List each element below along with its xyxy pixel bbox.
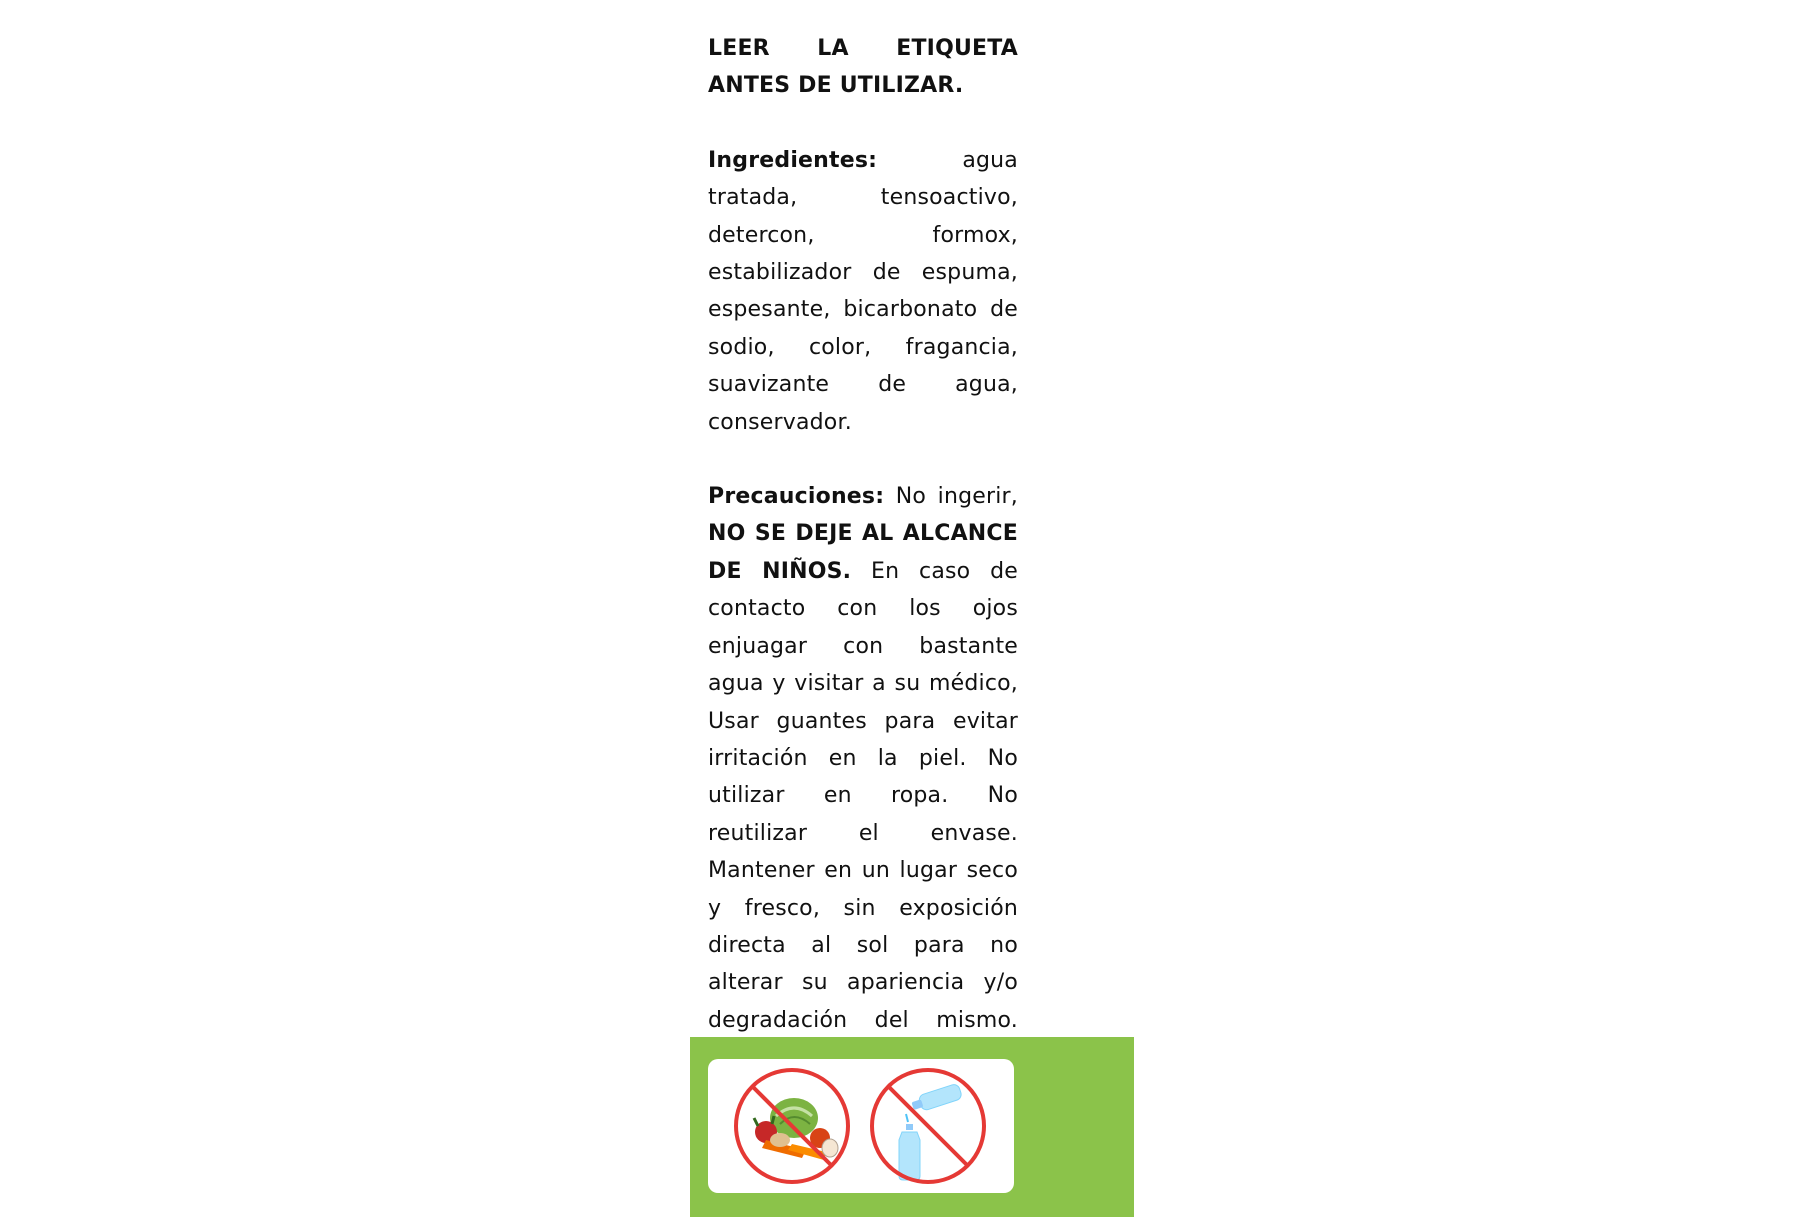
precautions-paragraph	[708, 478, 1018, 1114]
pictogram-card	[708, 1059, 1014, 1193]
read-label-warning: LEER LA ETIQUETA ANTES DE UTILIZAR.	[708, 36, 1018, 99]
ingredients-text: agua tratada, tensoactivo, detercon, formox, estabilizador de espuma, espesante, bicarbonato de sodio, color, fragancia, suavizante de agua, conservador.	[708, 147, 1018, 435]
no-reuse-bottle-icon	[868, 1066, 988, 1186]
label-text-column	[708, 30, 1018, 1114]
precautions-label: Precauciones:	[708, 484, 885, 510]
ingredients-paragraph	[708, 142, 1018, 441]
precautions-lead: No ingerir,	[884, 484, 1018, 510]
no-food-icon	[732, 1066, 852, 1186]
ingredients-label: Ingredientes:	[708, 147, 878, 173]
pictogram-panel	[690, 1037, 1134, 1217]
precautions-body: En caso de contacto con los ojos enjuagar con bastante agua y visitar a su médico, Usar guantes para evitar irritación en la piel. No utilizar en ropa. No reutilizar el envase. Mantener en un lugar seco y fresco, sin exposición directa al sol para no alterar su apariencia y/o degradación del mismo.	[708, 558, 1018, 1033]
children-warning: NO SE DEJE AL ALCANCE DE NIÑOS.	[708, 521, 1018, 584]
